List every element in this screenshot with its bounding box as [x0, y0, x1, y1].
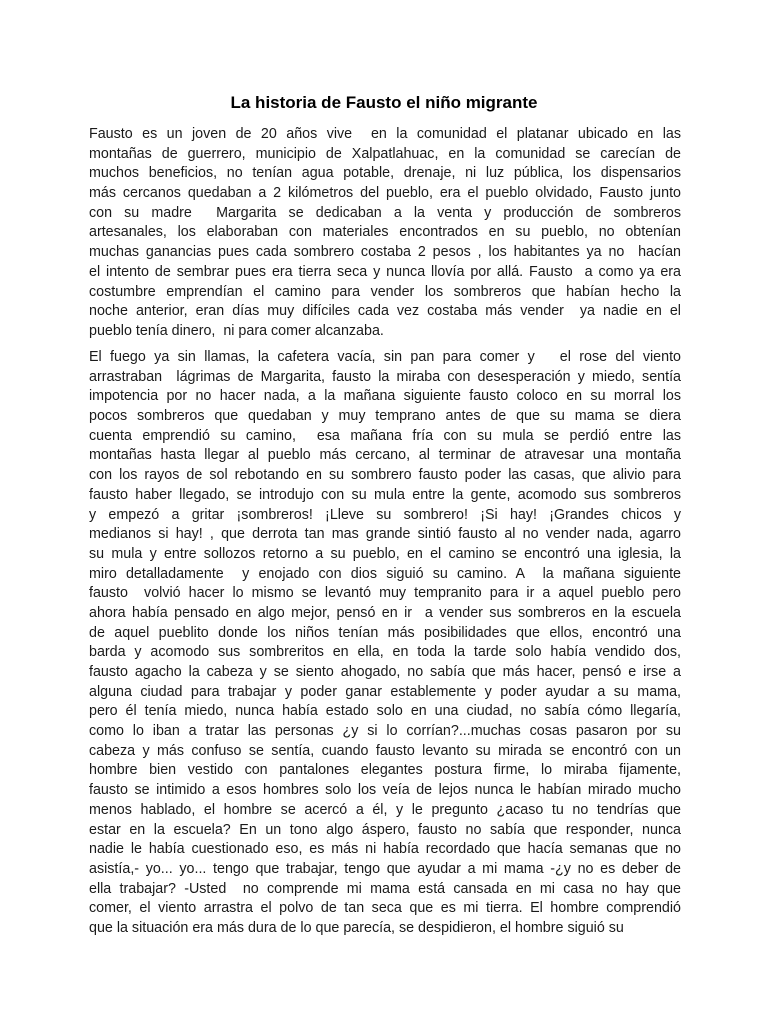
paragraph-line: su mula y entre sollozos retorno a su pueblo, en el camino se encontró una iglesia, la — [89, 545, 681, 562]
paragraph-line: de aquel pueblito donde los niños tenían más posibilidades que ellos, encontró una — [89, 624, 681, 641]
paragraph-2 — [89, 348, 681, 939]
paragraph-line: pocos sombreros que quedaban y muy temprano antes de que su mama se diera — [89, 408, 681, 425]
paragraph-line: alguna ciudad para trabajar y poder ganar establemente y poder ayudar a su mama, — [89, 683, 681, 700]
paragraph-line: con su madre Margarita se dedicaban a la venta y producción de sombreros — [89, 204, 681, 221]
paragraph-line: pueblo tenía dinero, ni para comer alcanzaba. — [89, 322, 384, 339]
paragraph-line: El fuego ya sin llamas, la cafetera vacía, sin pan para comer y el rose del viento — [89, 349, 681, 365]
paragraph-line: muchas ganancias pues cada sombrero costaba 2 pesos , los habitantes ya no hacían — [89, 244, 681, 261]
document-title: La historia de Fausto el niño migrante — [230, 93, 538, 112]
paragraph-line: hombre bien vestido con pantalones elegantes postura firme, lo miraba fijamente, — [89, 762, 681, 779]
paragraph-line: barda y acomodo sus sombreritos en ella, en toda la tarde solo había vendido dos, — [89, 644, 681, 661]
paragraph-line: fausto se intimido a esos hombres solo los veía de lejos nunca le habían mirado mucho — [89, 782, 681, 799]
paragraph-line: costumbre emprendían el camino para vender los sombreros que habían hecho la — [89, 283, 681, 300]
paragraph-line: cabeza y más confuso se sentía, cuando fausto levanto su mirada se encontró con un — [89, 742, 681, 759]
paragraph-line: nadie le había cuestionado eso, es más ni había recordado que hacía semanas que no — [89, 841, 681, 858]
paragraph-line: asistía,- yo... yo... tengo que trabajar, tengo que ayudar a mi mama -¿y no es deber de — [89, 860, 681, 877]
paragraph-line: muchos beneficios, no tenían agua potable, drenaje, ni luz pública, los dispensarios — [89, 165, 681, 182]
paragraph-line: como lo iban a tratar las personas ¿y si lo corrían?...muchas cosas pasaron por su — [89, 723, 681, 740]
paragraph-line: comer, el viento arrastra el polvo de tan seca que es mi tierra. El hombre comprendió — [89, 900, 681, 917]
paragraph-line: que la situación era más dura de lo que parecía, se despidieron, el hombre siguió su — [89, 919, 624, 936]
paragraph-line: el intento de sembrar pues era tierra seca y nunca llovía por allá. Fausto a como ya era — [89, 263, 681, 280]
paragraph-line: fausto agacho la cabeza y se siento ahogado, no sabía que más hacer, pensó e irse a — [89, 664, 681, 680]
paragraph-line: cuenta emprendió su camino, esa mañana fría con su mula se perdió entre las — [89, 427, 681, 444]
paragraph-line: medianos si hay! , que derrota tan mas grande sintió fausto al no vender nada, agarro — [89, 526, 681, 543]
paragraph-line: menos hablado, el hombre se acercó a él, y le pregunto ¿acaso tu no tendrías que — [89, 801, 681, 818]
paragraph-line: pero él tenía miedo, nunca había estado solo en una ciudad, no sabía cómo llegaría, — [89, 703, 681, 720]
paragraph-line: miro detalladamente y enojado con dios siguió su camino. A la mañana siguiente — [89, 565, 681, 582]
paragraph-line: montañas hasta llegar al pueblo más cercano, al terminar de atravesar una montaña — [89, 447, 681, 464]
paragraph-line: más cercanos quedaban a 2 kilómetros del pueblo, era el pueblo olvidado, Fausto junto — [89, 185, 681, 202]
paragraph-line: con los rayos de sol rebotando en su sombrero fausto poder las casas, que alivio para — [89, 467, 681, 484]
paragraph-line: Fausto es un joven de 20 años vive en la comunidad el platanar ubicado en las — [89, 126, 681, 142]
paragraph-line: ella trabajar? -Usted no comprende mi mama está cansada en mi casa no hay que — [89, 880, 681, 897]
paragraph-line: fausto haber llegado, se introdujo con su mula entre la gente, acomodo sus sombreros — [89, 486, 681, 503]
paragraph-line: arrastraban lágrimas de Margarita, fausto la miraba con desesperación y miedo, sentía — [89, 368, 681, 385]
paragraph-line: montañas de guerrero, municipio de Xalpatlahuac, en la comunidad se carecían de — [89, 145, 681, 162]
paragraph-line: fausto volvió hacer lo mismo se levantó muy tempranito para ir a aquel pueblo pero — [89, 585, 681, 602]
paragraph-1 — [89, 125, 681, 342]
paragraph-line: estar en la escuela? En un tono algo áspero, fausto no sabía que responder, nunca — [89, 821, 681, 838]
paragraph-line: ahora había pensado en algo mejor, pensó en ir a vender sus sombreros en la escuela — [89, 604, 681, 621]
paragraph-line: artesanales, los elaboraban con materiales encontrados en su pueblo, no obtenían — [89, 224, 681, 241]
paragraph-line: noche anterior, eran días muy difíciles cada vez costaba más vender ya nadie en el — [89, 303, 681, 320]
paragraph-line: impotencia por no hacer nada, a la mañana siguiente fausto coloco en su morral los — [89, 388, 681, 405]
paragraph-line: y empezó a gritar ¡sombreros! ¡Lleve su sombrero! ¡Si hay! ¡Grandes chicos y — [89, 506, 681, 523]
